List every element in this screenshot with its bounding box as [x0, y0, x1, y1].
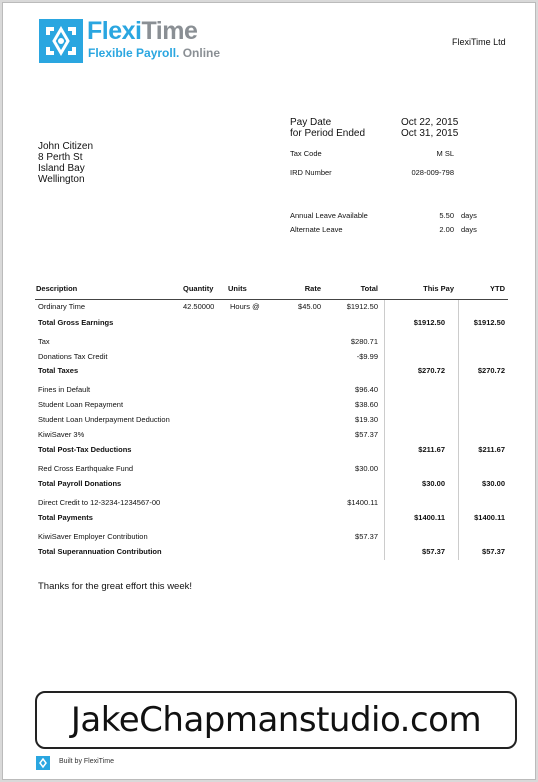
cell-total: $57.37 [355, 532, 378, 541]
cell-desc: KiwiSaver Employer Contribution [38, 532, 148, 541]
flexitime-footer-icon [36, 756, 50, 770]
period-ended-label: for Period Ended [290, 128, 366, 139]
tax-code-value: M SL [436, 149, 454, 158]
cell-total: $57.37 [355, 430, 378, 439]
cell-total: $19.30 [355, 415, 378, 424]
cell-total: $96.40 [355, 385, 378, 394]
cell-ytd: $270.72 [477, 366, 505, 375]
payslip-page [2, 2, 536, 780]
cell-desc: Total Post-Tax Deductions [38, 445, 132, 454]
cell-total: $1912.50 [346, 302, 378, 311]
cell-total: $38.60 [355, 400, 378, 409]
col-header-quantity: Quantity [183, 284, 214, 293]
logo-tagline: Flexible Payroll. Online [88, 46, 221, 60]
thanks-message: Thanks for the great effort this week! [38, 581, 193, 592]
cell-ytd: $211.67 [478, 445, 505, 454]
annual-leave-label: Annual Leave Available [290, 211, 368, 220]
flexitime-logo [39, 19, 219, 63]
cell-desc: Total Payroll Donations [38, 479, 122, 488]
cell-desc: Total Payments [38, 513, 93, 522]
annual-leave-unit: days [461, 211, 477, 220]
cell-desc: Student Loan Underpayment Deduction [38, 415, 170, 424]
cell-desc: Student Loan Repayment [38, 400, 124, 409]
cell-qty: 42.50000 [183, 302, 215, 311]
cell-this-pay: $57.37 [422, 547, 445, 556]
annual-leave-value: 5.50 [439, 211, 454, 220]
employee-suburb: Island Bay [38, 163, 85, 174]
employee-street: 8 Perth St [38, 152, 83, 163]
col-header-description: Description [36, 284, 78, 293]
cell-this-pay: $211.67 [418, 445, 445, 454]
cell-this-pay: $1912.50 [413, 318, 445, 327]
cell-desc: Fines in Default [38, 385, 91, 394]
footer-credit: Built by FlexiTime [59, 758, 114, 765]
cell-ytd: $1912.50 [473, 318, 505, 327]
ird-number-label: IRD Number [290, 168, 332, 177]
table-divider [384, 300, 385, 560]
cell-ytd: $57.37 [482, 547, 505, 556]
employee-city: Wellington [38, 174, 85, 185]
watermark-banner [35, 691, 517, 749]
cell-ytd: $30.00 [482, 479, 505, 488]
cell-desc: Total Gross Earnings [38, 318, 114, 327]
company-name: FlexiTime Ltd [452, 37, 506, 47]
watermark-text: JakeChapmanstudio.com [70, 700, 482, 740]
col-header-ytd: YTD [490, 284, 505, 293]
cell-desc: KiwiSaver 3% [38, 430, 85, 439]
cell-desc: Ordinary Time [38, 302, 86, 311]
table-header-rule [35, 299, 508, 300]
pay-date-label: Pay Date [290, 117, 332, 128]
col-header-total: Total [360, 284, 378, 293]
cell-this-pay: $30.00 [422, 479, 445, 488]
col-header-units: Units [228, 284, 247, 293]
cell-desc: Donations Tax Credit [38, 352, 108, 361]
period-ended-value: Oct 31, 2015 [401, 128, 459, 139]
alternate-leave-unit: days [461, 225, 477, 234]
cell-units: Hours @ [230, 302, 260, 311]
cell-total: $30.00 [355, 464, 378, 473]
cell-total: $280.71 [350, 337, 378, 346]
tax-code-label: Tax Code [290, 149, 322, 158]
flexitime-logo-icon [39, 19, 83, 63]
alternate-leave-label: Alternate Leave [290, 225, 343, 234]
cell-desc: Tax [38, 337, 50, 346]
cell-desc: Total Taxes [38, 366, 79, 375]
cell-total: -$9.99 [356, 352, 378, 361]
col-header-this-pay: This Pay [423, 284, 454, 293]
employee-address [38, 141, 93, 185]
logo-brand-name: FlexiTime [87, 17, 198, 45]
cell-ytd: $1400.11 [474, 513, 505, 522]
cell-desc: Total Superannuation Contribution [38, 547, 162, 556]
pay-date-value: Oct 22, 2015 [401, 117, 459, 128]
cell-this-pay: $270.72 [417, 366, 445, 375]
employee-name: John Citizen [38, 141, 94, 152]
cell-total: $1400.11 [347, 498, 378, 507]
ird-number-value: 028-009-798 [411, 168, 454, 177]
cell-rate: $45.00 [298, 302, 321, 311]
cell-this-pay: $1400.11 [414, 513, 445, 522]
col-header-rate: Rate [304, 284, 321, 293]
cell-desc: Red Cross Earthquake Fund [38, 464, 134, 473]
cell-desc: Direct Credit to 12-3234-1234567-00 [38, 498, 161, 507]
alternate-leave-value: 2.00 [439, 225, 454, 234]
